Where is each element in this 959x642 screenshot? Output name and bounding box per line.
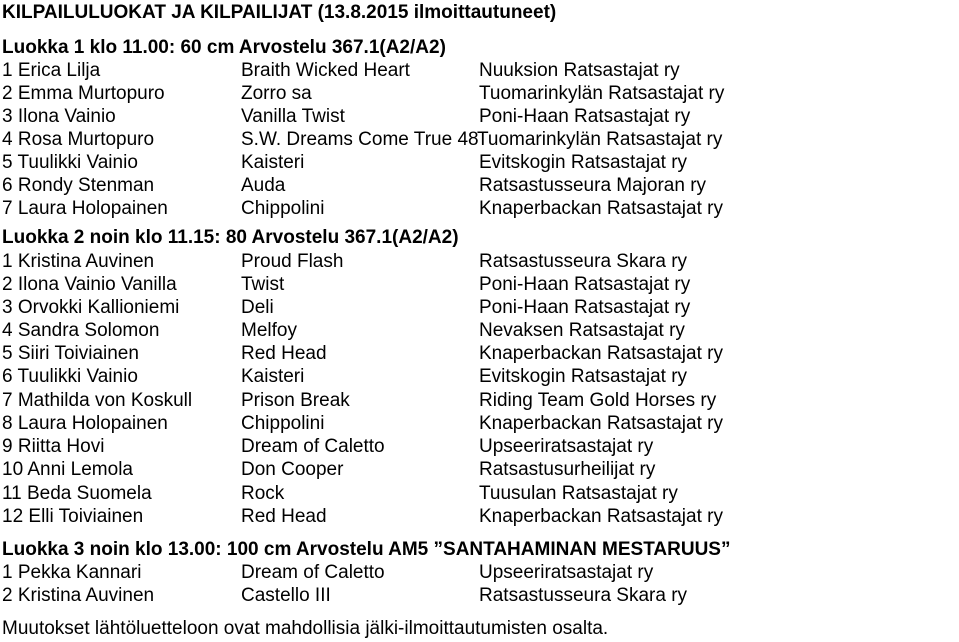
page-title: KILPAILULUOKAT JA KILPAILIJAT (13.8.2015 ilmoittautuneet) (2, 2, 557, 23)
horse-name: Don Cooper (241, 459, 344, 480)
club-name: Nuuksion Ratsastajat ry (479, 60, 680, 81)
rider-name: 1 Pekka Kannari (2, 562, 142, 583)
club-name: Upseeriratsastajat ry (479, 562, 654, 583)
club-name: Knaperbackan Ratsastajat ry (479, 343, 723, 364)
rider-name: 5 Tuulikki Vainio (2, 152, 138, 173)
club-name: Upseeriratsastajat ry (479, 436, 654, 457)
horse-name: Kaisteri (241, 366, 305, 387)
club-name: Ratsastusseura Skara ry (479, 585, 688, 606)
club-name: Ratsastusseura Skara ry (479, 251, 688, 272)
rider-name: 2 Ilona Vainio Vanilla (2, 274, 177, 295)
horse-name: Vanilla Twist (241, 106, 345, 127)
rider-name: 8 Laura Holopainen (2, 413, 168, 434)
rider-name: 3 Ilona Vainio (2, 106, 116, 127)
rider-name: 1 Kristina Auvinen (2, 251, 155, 272)
footer-note: Muutokset lähtöluetteloon ovat mahdollisia jälki-ilmoittautumisten osalta. (2, 618, 609, 639)
club-name: Poni-Haan Ratsastajat ry (479, 297, 691, 318)
horse-name: Auda (241, 175, 286, 196)
club-name: Tuomarinkylän Ratsastajat ry (477, 129, 723, 150)
horse-name: Red Head (241, 506, 327, 527)
rider-name: 9 Riitta Hovi (2, 436, 105, 457)
class-2-heading: Luokka 2 noin klo 11.15: 80 Arvostelu 367.1(A2/A2) (2, 227, 459, 248)
horse-name: Melfoy (241, 320, 297, 341)
club-name: Ratsastusseura Majoran ry (479, 175, 707, 196)
class-1-heading: Luokka 1 klo 11.00: 60 cm Arvostelu 367.1(A2/A2) (2, 37, 446, 58)
horse-name: Dream of Caletto (241, 436, 385, 457)
club-name: Riding Team Gold Horses ry (479, 390, 717, 411)
club-name: Evitskogin Ratsastajat ry (479, 366, 688, 387)
horse-name: S.W. Dreams Come True 48 (241, 129, 479, 150)
class-3-heading: Luokka 3 noin klo 13.00: 100 cm Arvostelu AM5 ”SANTAHAMINAN MESTARUUS” (2, 539, 731, 560)
rider-name: 2 Kristina Auvinen (2, 585, 155, 606)
horse-name: Rock (241, 483, 285, 504)
rider-name: 1 Erica Lilja (2, 60, 101, 81)
club-name: Poni-Haan Ratsastajat ry (479, 274, 691, 295)
horse-name: Zorro sa (241, 83, 312, 104)
horse-name: Deli (241, 297, 274, 318)
horse-name: Chippolini (241, 198, 325, 219)
horse-name: Kaisteri (241, 152, 305, 173)
rider-name: 7 Laura Holopainen (2, 198, 168, 219)
rider-name: 11 Beda Suomela (2, 483, 152, 504)
rider-name: 3 Orvokki Kallioniemi (2, 297, 180, 318)
rider-name: 7 Mathilda von Koskull (2, 390, 193, 411)
horse-name: Red Head (241, 343, 327, 364)
rider-name: 12 Elli Toiviainen (2, 506, 144, 527)
rider-name: 6 Tuulikki Vainio (2, 366, 138, 387)
rider-name: 4 Rosa Murtopuro (2, 129, 155, 150)
club-name: Evitskogin Ratsastajat ry (479, 152, 688, 173)
rider-name: 6 Rondy Stenman (2, 175, 155, 196)
horse-name: Twist (241, 274, 285, 295)
club-name: Knaperbackan Ratsastajat ry (479, 506, 723, 527)
club-name: Ratsastusurheilijat ry (479, 459, 656, 480)
rider-name: 5 Siiri Toiviainen (2, 343, 139, 364)
horse-name: Castello III (241, 585, 331, 606)
club-name: Knaperbackan Ratsastajat ry (479, 198, 723, 219)
horse-name: Chippolini (241, 413, 325, 434)
club-name: Poni-Haan Ratsastajat ry (479, 106, 691, 127)
club-name: Tuusulan Ratsastajat ry (479, 483, 678, 504)
club-name: Nevaksen Ratsastajat ry (479, 320, 685, 341)
horse-name: Prison Break (241, 390, 350, 411)
rider-name: 10 Anni Lemola (2, 459, 133, 480)
club-name: Knaperbackan Ratsastajat ry (479, 413, 723, 434)
rider-name: 2 Emma Murtopuro (2, 83, 165, 104)
horse-name: Dream of Caletto (241, 562, 385, 583)
club-name: Tuomarinkylän Ratsastajat ry (479, 83, 725, 104)
rider-name: 4 Sandra Solomon (2, 320, 160, 341)
horse-name: Proud Flash (241, 251, 344, 272)
horse-name: Braith Wicked Heart (241, 60, 410, 81)
